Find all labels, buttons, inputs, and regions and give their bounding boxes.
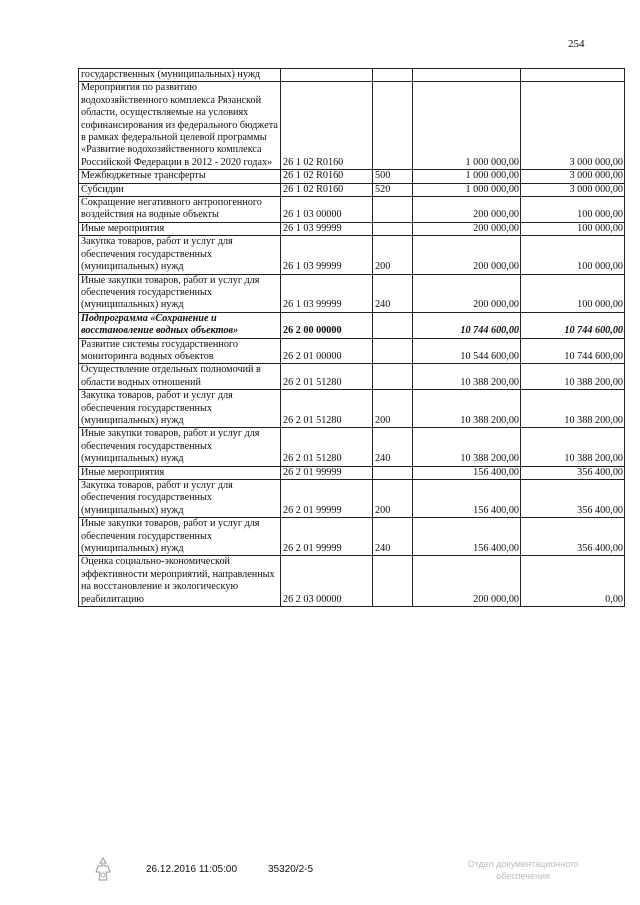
cell-name: Осуществление отдельных полномочий в области водных отношений [79,364,281,390]
table-row [79,236,625,274]
cell-amount-2017: 200 000,00 [413,556,521,607]
cell-name: Закупка товаров, работ и услуг для обеспечения государственных (муниципальных) нужд [79,390,281,428]
watermark-line-1: Отдел документационного [467,859,579,869]
cell-amount-2017: 10 388 200,00 [413,428,521,466]
cell-expense-type [373,364,413,390]
cell-amount-2018: 3 000 000,00 [521,170,625,183]
cell-code: 26 2 01 99999 [281,466,373,479]
cell-amount-2017: 156 400,00 [413,466,521,479]
cell-name: государственных (муниципальных) нужд [79,69,281,82]
cell-amount-2018: 100 000,00 [521,222,625,235]
cell-expense-type [373,222,413,235]
table-body [79,69,625,607]
cell-expense-type: 200 [373,480,413,518]
cell-name: Сокращение негативного антропогенного воздействия на водные объекты [79,197,281,223]
watermark-line-2: обеспечения [496,871,550,881]
cell-amount-2018: 100 000,00 [521,197,625,223]
cell-amount-2018: 10 388 200,00 [521,390,625,428]
cell-amount-2017: 10 388 200,00 [413,364,521,390]
cell-amount-2017: 1 000 000,00 [413,82,521,170]
cell-amount-2018: 0,00 [521,556,625,607]
table-row [79,183,625,196]
cell-code [281,69,373,82]
budget-table [78,68,625,607]
cell-code: 26 2 01 00000 [281,338,373,364]
cell-amount-2018: 3 000 000,00 [521,82,625,170]
cell-name: Иные мероприятия [79,466,281,479]
cell-amount-2018: 10 744 600,00 [521,338,625,364]
cell-amount-2017: 10 744 600,00 [413,312,521,338]
cell-code: 26 2 01 51280 [281,364,373,390]
cell-amount-2018: 356 400,00 [521,518,625,556]
cell-name: Закупка товаров, работ и услуг для обеспечения государственных (муниципальных) нужд [79,236,281,274]
table-row [79,428,625,466]
footer-document-code: 35320/2-5 [268,864,314,875]
cell-amount-2018: 356 400,00 [521,466,625,479]
cell-expense-type [373,556,413,607]
cell-name: Иные закупки товаров, работ и услуг для обеспечения государственных (муниципальных) нужд [79,518,281,556]
table-row [79,170,625,183]
cell-amount-2017: 200 000,00 [413,236,521,274]
table-row [79,466,625,479]
cell-name: Субсидии [79,183,281,196]
footer-watermark [448,858,598,882]
table-row [79,312,625,338]
table-row [79,480,625,518]
page-footer [80,859,620,894]
page-number: 254 [568,38,585,50]
cell-amount-2017: 200 000,00 [413,274,521,312]
cell-code: 26 2 00 00000 [281,312,373,338]
cell-expense-type [373,312,413,338]
cell-name: Оценка социально-экономической эффективности мероприятий, направленных на восстановление и экологическую реабилитацию [79,556,281,607]
table-row [79,197,625,223]
cell-amount-2017: 200 000,00 [413,222,521,235]
cell-expense-type [373,82,413,170]
cell-code: 26 1 03 00000 [281,197,373,223]
cell-code: 26 2 01 99999 [281,518,373,556]
cell-amount-2018: 3 000 000,00 [521,183,625,196]
cell-code: 26 2 01 51280 [281,428,373,466]
cell-code: 26 2 03 00000 [281,556,373,607]
table-row [79,518,625,556]
cell-expense-type [373,197,413,223]
cell-expense-type: 240 [373,274,413,312]
cell-name: Межбюджетные трансферты [79,170,281,183]
cell-amount-2017: 1 000 000,00 [413,183,521,196]
cell-name: Иные мероприятия [79,222,281,235]
cell-code: 26 1 03 99999 [281,274,373,312]
cell-amount-2018: 100 000,00 [521,274,625,312]
cell-expense-type: 520 [373,183,413,196]
cell-amount-2018 [521,69,625,82]
cell-amount-2017: 200 000,00 [413,197,521,223]
footer-date: 26.12.2016 11:05:00 [146,864,238,875]
cell-amount-2017 [413,69,521,82]
table-row [79,364,625,390]
cell-code: 26 1 02 R0160 [281,82,373,170]
cell-expense-type [373,338,413,364]
table-row [79,338,625,364]
cell-amount-2018: 10 744 600,00 [521,312,625,338]
emblem-icon [92,856,114,884]
cell-amount-2017: 10 388 200,00 [413,390,521,428]
cell-amount-2018: 10 388 200,00 [521,428,625,466]
cell-expense-type: 500 [373,170,413,183]
cell-expense-type [373,466,413,479]
cell-code: 26 1 03 99999 [281,236,373,274]
cell-expense-type: 240 [373,428,413,466]
cell-code: 26 1 03 99999 [281,222,373,235]
cell-name: Закупка товаров, работ и услуг для обеспечения государственных (муниципальных) нужд [79,480,281,518]
table-row [79,556,625,607]
table-row [79,222,625,235]
cell-expense-type: 200 [373,390,413,428]
table-row [79,390,625,428]
table-row [79,69,625,82]
cell-name: Развитие системы государственного мониторинга водных объектов [79,338,281,364]
cell-expense-type: 240 [373,518,413,556]
cell-name: Иные закупки товаров, работ и услуг для обеспечения государственных (муниципальных) нужд [79,428,281,466]
cell-code: 26 1 02 R0160 [281,183,373,196]
cell-expense-type: 200 [373,236,413,274]
cell-name: Иные закупки товаров, работ и услуг для обеспечения государственных (муниципальных) нужд [79,274,281,312]
cell-amount-2017: 10 544 600,00 [413,338,521,364]
cell-code: 26 2 01 51280 [281,390,373,428]
cell-amount-2018: 356 400,00 [521,480,625,518]
table-row [79,82,625,170]
cell-name: Мероприятия по развитию водохозяйственного комплекса Рязанской области, осуществляемые на условиях софинансирования из федерального бюджета в рамках федеральной целевой программы «Развитие водохозяйственного комплекса Российской Федерации в 2012 - 2020 годах» [79,82,281,170]
cell-name: Подпрограмма «Сохранение и восстановление водных объектов» [79,312,281,338]
cell-amount-2017: 156 400,00 [413,518,521,556]
cell-code: 26 2 01 99999 [281,480,373,518]
cell-amount-2018: 100 000,00 [521,236,625,274]
cell-expense-type [373,69,413,82]
table-row [79,274,625,312]
cell-amount-2017: 156 400,00 [413,480,521,518]
cell-amount-2017: 1 000 000,00 [413,170,521,183]
cell-code: 26 1 02 R0160 [281,170,373,183]
cell-amount-2018: 10 388 200,00 [521,364,625,390]
